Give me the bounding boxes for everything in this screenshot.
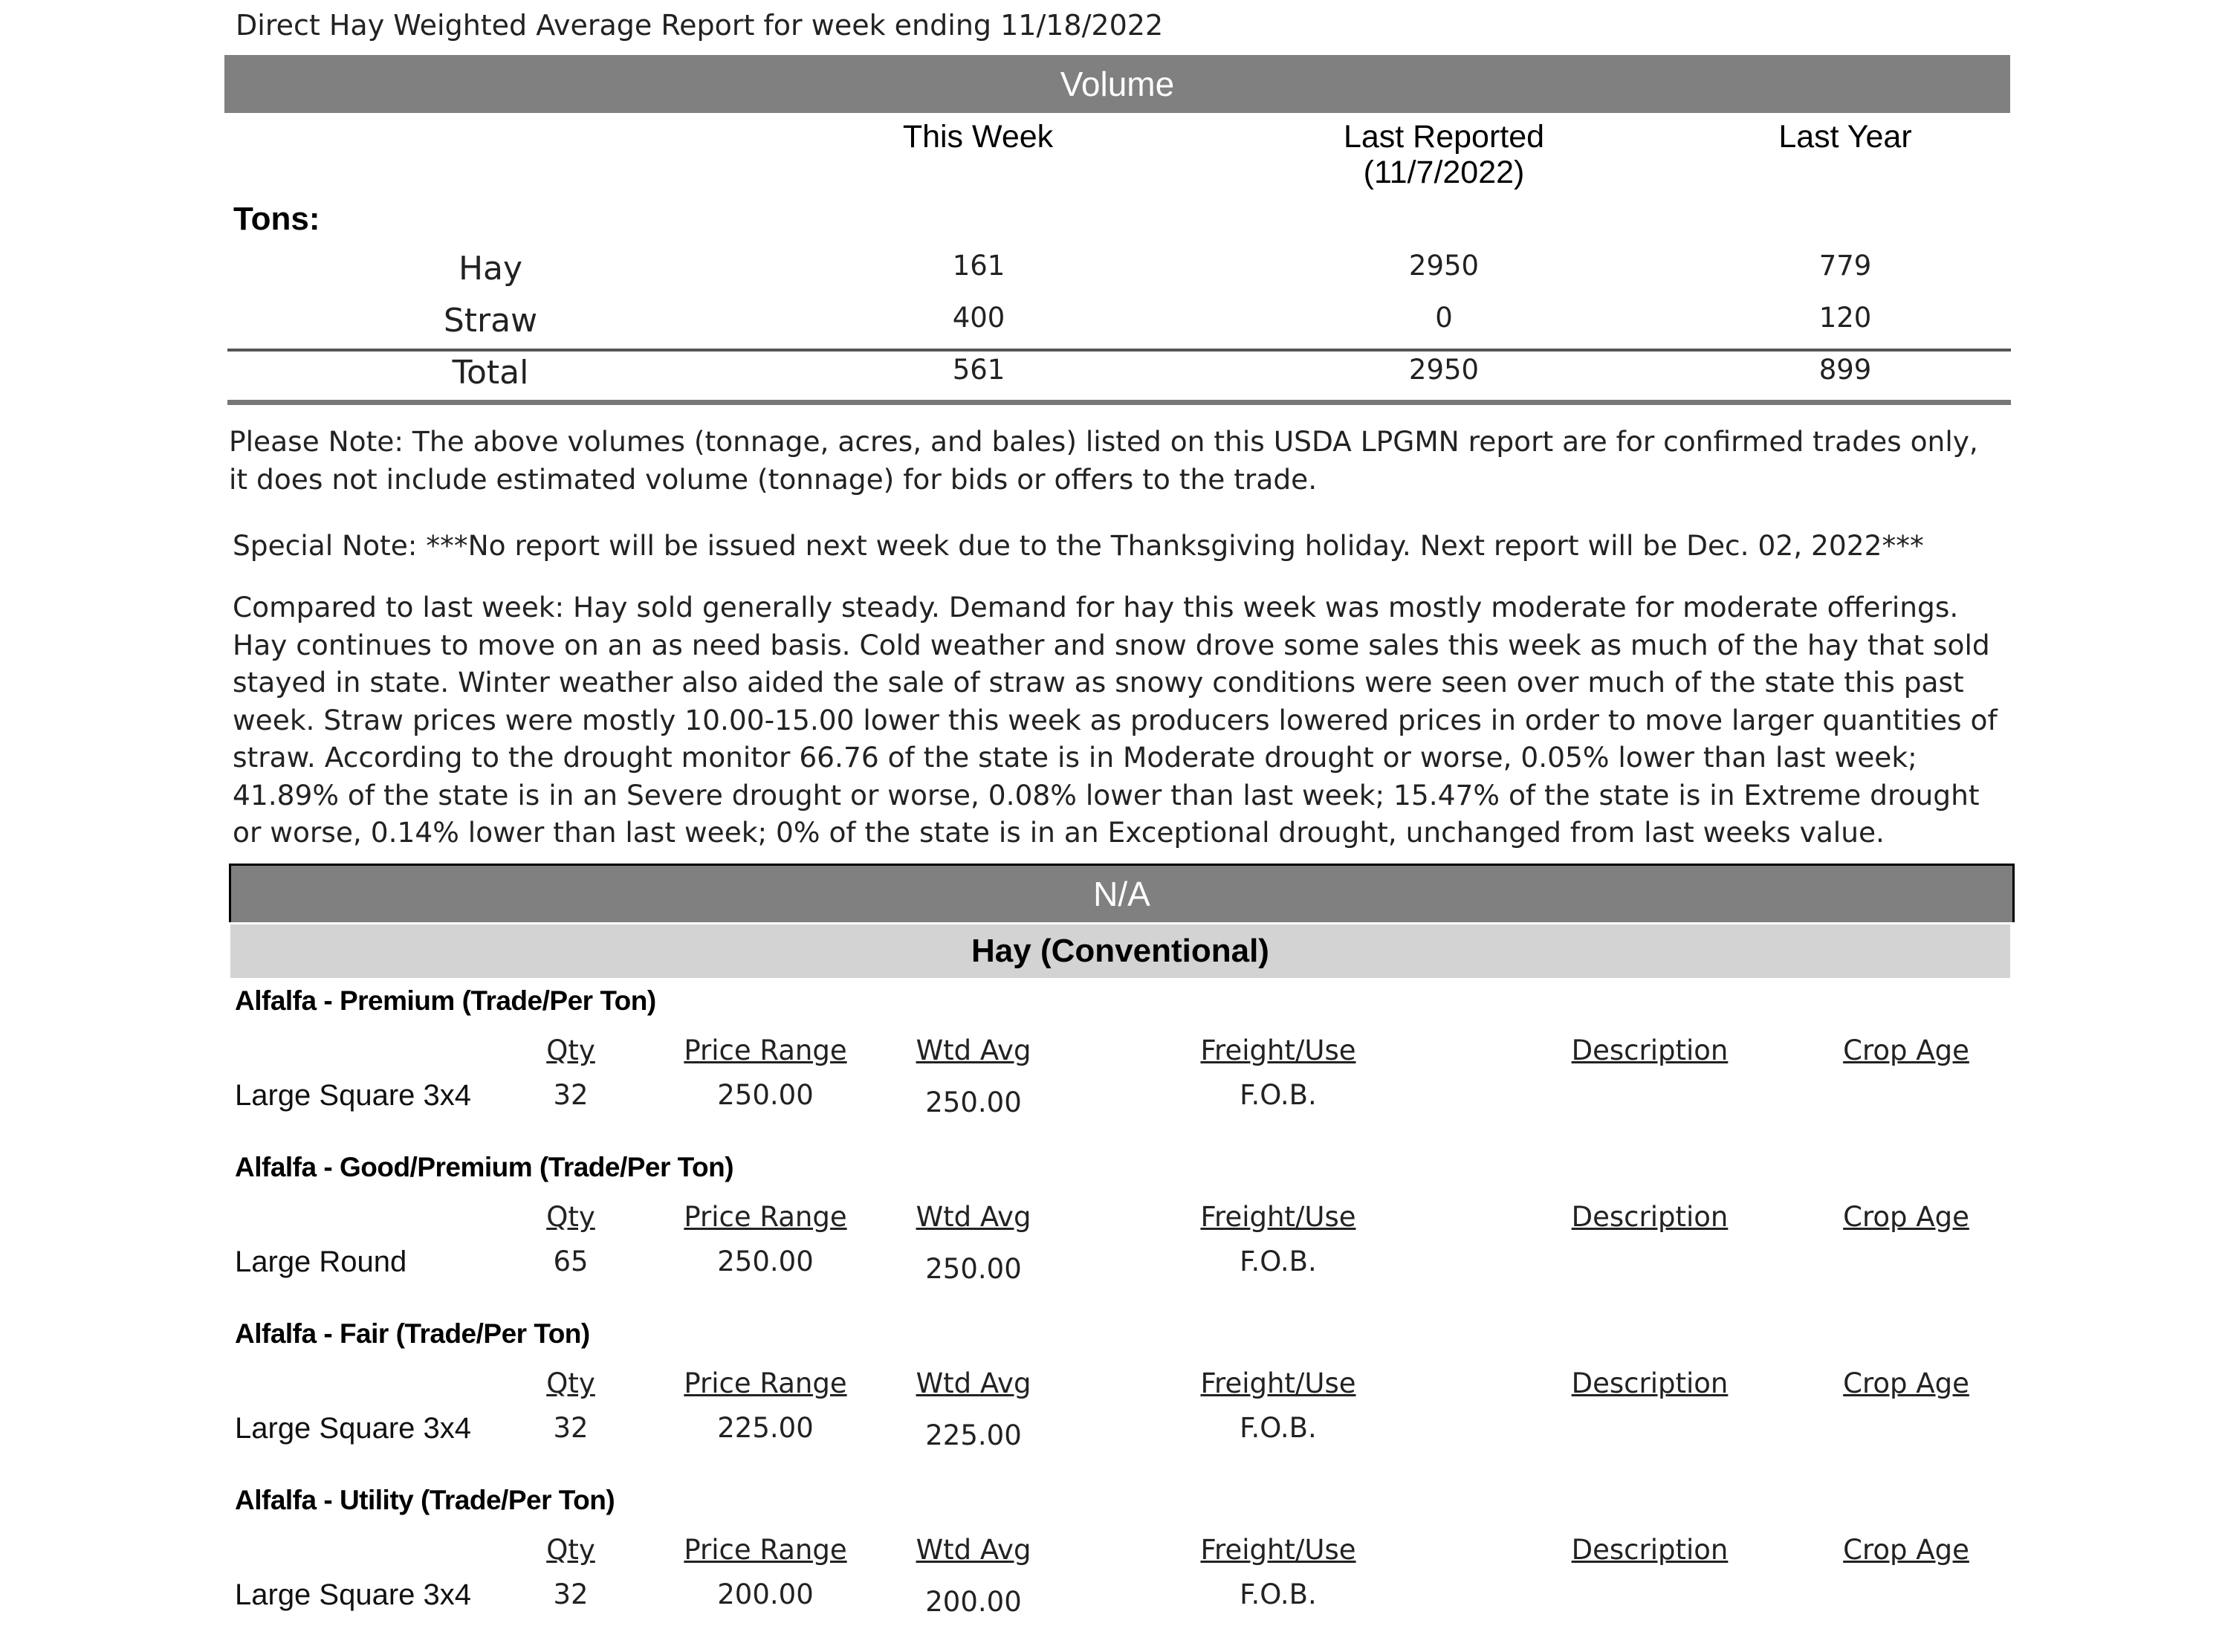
description-header: Description (1571, 1201, 1729, 1233)
grade-title: Alfalfa - Good/Premium (Trade/Per Ton) (235, 1152, 734, 1182)
qty-header: Qty (546, 1534, 595, 1566)
row-hay-last-year: 779 (1818, 250, 1872, 282)
price-range-value: 250.00 (717, 1079, 814, 1111)
qty-value: 32 (553, 1079, 589, 1111)
grade-title: Alfalfa - Utility (Trade/Per Ton) (235, 1485, 615, 1515)
freight-header: Freight/Use (1200, 1534, 1356, 1566)
qty-value: 32 (553, 1412, 589, 1444)
freight-header: Freight/Use (1200, 1201, 1356, 1233)
volume-bottom-rule (227, 400, 2011, 405)
freight-header: Freight/Use (1200, 1034, 1356, 1066)
report-title: Direct Hay Weighted Average Report for week ending 11/18/2022 (236, 9, 1164, 42)
price-range-header: Price Range (684, 1201, 847, 1233)
crop-age-header: Crop Age (1843, 1034, 1969, 1066)
wtd-avg-header: Wtd Avg (916, 1201, 1031, 1233)
please-note: Please Note: The above volumes (tonnage, acres, and bales) listed on this USDA LPGMN report are for confirmed trades only, it does not include estimated volume (tonnage) for bids or offers to the trade. (229, 425, 1978, 496)
tons-label: Tons: (233, 201, 320, 237)
wtd-avg-header: Wtd Avg (916, 1034, 1031, 1066)
package-type: Large Round (235, 1246, 407, 1278)
qty-value: 65 (553, 1246, 589, 1277)
row-total-last-reported: 2950 (1408, 354, 1480, 386)
wtd-avg-header: Wtd Avg (916, 1367, 1031, 1399)
row-hay-this-week: 161 (952, 250, 1005, 282)
package-type: Large Square 3x4 (235, 1412, 472, 1445)
wtd-avg-value: 200.00 (925, 1586, 1022, 1618)
wtd-avg-header: Wtd Avg (916, 1534, 1031, 1566)
freight-value: F.O.B. (1240, 1246, 1317, 1277)
freight-value: F.O.B. (1240, 1079, 1317, 1111)
description-header: Description (1571, 1367, 1729, 1399)
grade-title: Alfalfa - Fair (Trade/Per Ton) (235, 1318, 590, 1349)
hay-conventional-bar: Hay (Conventional) (230, 924, 2010, 978)
wtd-avg-value: 225.00 (925, 1419, 1022, 1451)
qty-value: 32 (553, 1578, 589, 1610)
col-this-week: This Week (902, 119, 1054, 155)
na-bar: N/A (229, 864, 2015, 922)
row-straw-this-week: 400 (952, 302, 1005, 334)
price-range-header: Price Range (684, 1534, 847, 1566)
freight-value: F.O.B. (1240, 1578, 1317, 1610)
qty-header: Qty (546, 1034, 595, 1066)
description-header: Description (1571, 1534, 1729, 1566)
row-total-this-week: 561 (952, 354, 1005, 386)
market-commentary: Compared to last week: Hay sold generally steady. Demand for hay this week was mostly moderate for moderate offerings. Hay continues to move on an as need basis. Cold weather and snow drove some sales this week as much of the hay that sold stayed in state. Winter weather also aided the sale of straw as snowy conditions were seen over much of the state this past week. Straw prices were mostly 10.00-15.00 lower this week as producers lowered prices in order to move larger quantities of straw. According to the drought monitor 66.76 of the state is in Moderate drought or worse, 0.05% lower than last week; 41.89% of the state is in an Severe drought or worse, 0.08% lower than last week; 15.47% of the state is in Extreme drought or worse, 0.14% lower than last week; 0% of the state is in an Exceptional drought, unchanged from last weeks value. (233, 591, 1998, 849)
wtd-avg-value: 250.00 (925, 1253, 1022, 1285)
price-range-header: Price Range (684, 1367, 847, 1399)
total-divider (227, 349, 2011, 352)
price-range-value: 225.00 (717, 1412, 814, 1444)
price-range-value: 250.00 (717, 1246, 814, 1277)
col-last-year: Last Year (1778, 119, 1912, 155)
row-straw-last-year: 120 (1818, 302, 1872, 334)
row-hay-label: Hay (458, 250, 523, 288)
row-total-last-year: 899 (1818, 354, 1872, 386)
col-last-reported (1258, 119, 1630, 190)
price-range-value: 200.00 (717, 1578, 814, 1610)
crop-age-header: Crop Age (1843, 1534, 1969, 1566)
price-range-header: Price Range (684, 1034, 847, 1066)
col-last-reported-date: (11/7/2022) (1363, 155, 1525, 190)
row-hay-last-reported: 2950 (1408, 250, 1480, 282)
package-type: Large Square 3x4 (235, 1578, 472, 1611)
volume-bar: Volume (224, 55, 2010, 113)
crop-age-header: Crop Age (1843, 1367, 1969, 1399)
description-header: Description (1571, 1034, 1729, 1066)
crop-age-header: Crop Age (1843, 1201, 1969, 1233)
row-straw-label: Straw (443, 302, 538, 340)
qty-header: Qty (546, 1367, 595, 1399)
special-note: Special Note: ***No report will be issued next week due to the Thanksgiving holiday. Next report will be Dec. 02, 2022*** (233, 529, 1924, 562)
wtd-avg-value: 250.00 (925, 1086, 1022, 1118)
package-type: Large Square 3x4 (235, 1079, 472, 1112)
freight-value: F.O.B. (1240, 1412, 1317, 1444)
col-last-reported-label: Last Reported (1343, 119, 1545, 155)
qty-header: Qty (546, 1201, 595, 1233)
grade-title: Alfalfa - Premium (Trade/Per Ton) (235, 985, 656, 1016)
row-total-label: Total (452, 354, 529, 392)
freight-header: Freight/Use (1200, 1367, 1356, 1399)
row-straw-last-reported: 0 (1435, 302, 1453, 334)
